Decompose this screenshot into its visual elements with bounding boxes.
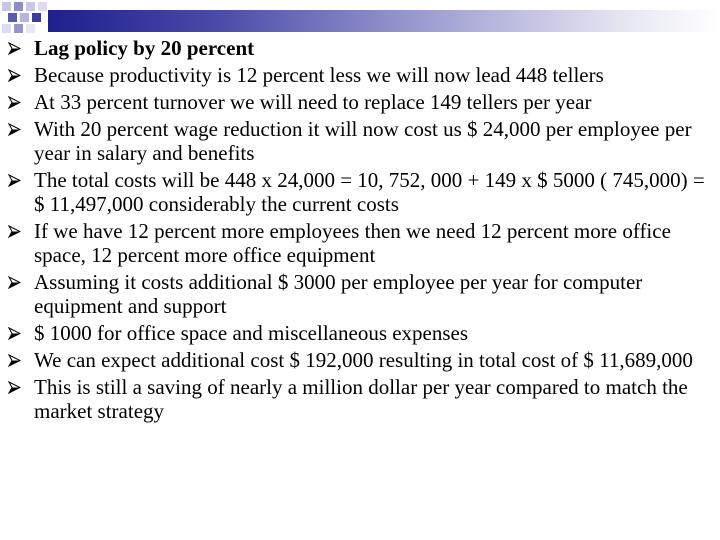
bullet-item (8, 36, 714, 60)
bullet-text: With 20 percent wage reduction it will now cost us $ 24,000 per employee per year in salary and benefits (34, 117, 692, 165)
bullet-item (8, 270, 714, 318)
bullet-text: We can expect additional cost $ 192,000 resulting in total cost of $ 11,689,000 (34, 348, 693, 372)
arrow-bullet-icon (8, 42, 21, 55)
arrow-bullet-icon (8, 354, 21, 367)
bullet-item (8, 63, 714, 87)
arrow-bullet-icon (8, 381, 21, 394)
decor-square (26, 2, 35, 11)
bullet-text: At 33 percent turnover we will need to replace 149 tellers per year (34, 90, 592, 114)
arrow-bullet-icon (8, 225, 21, 238)
bullet-item (8, 375, 714, 423)
arrow-bullet-icon (8, 276, 21, 289)
decor-square (8, 13, 17, 22)
bullet-item (8, 168, 714, 216)
bullet-item (8, 90, 714, 114)
bullet-text: The total costs will be 448 x 24,000 = 10, 752, 000 + 149 x $ 5000 ( 745,000) = $ 11,497,000 considerably the current costs (34, 168, 705, 216)
bullet-item (8, 321, 714, 345)
slide-body (8, 36, 714, 426)
arrow-bullet-icon (8, 96, 21, 109)
bullet-text: This is still a saving of nearly a million dollar per year compared to match the market strategy (34, 375, 688, 423)
arrow-bullet-icon (8, 69, 21, 82)
arrow-bullet-icon (8, 174, 21, 187)
decor-square (2, 24, 11, 33)
decor-square (20, 13, 29, 22)
gradient-bar (48, 10, 720, 32)
bullet-text: Assuming it costs additional $ 3000 per employee per year for computer equipment and support (34, 270, 643, 318)
decor-square (32, 13, 41, 22)
bullet-text: Because productivity is 12 percent less we will now lead 448 tellers (34, 63, 604, 87)
decor-square (38, 2, 47, 11)
title-band (0, 0, 720, 34)
bullet-text: Lag policy by 20 percent (34, 36, 255, 60)
decor-square (26, 24, 35, 33)
bullet-list (8, 36, 714, 423)
bullet-item (8, 348, 714, 372)
decor-square (14, 24, 23, 33)
bullet-item (8, 117, 714, 165)
bullet-text: $ 1000 for office space and miscellaneous expenses (34, 321, 469, 345)
bullet-item (8, 219, 714, 267)
arrow-bullet-icon (8, 327, 21, 340)
decor-square (14, 2, 23, 11)
arrow-bullet-icon (8, 123, 21, 136)
decor-square (2, 2, 11, 11)
bullet-text: If we have 12 percent more employees then we need 12 percent more office space, 12 percent more office equipment (34, 219, 671, 267)
